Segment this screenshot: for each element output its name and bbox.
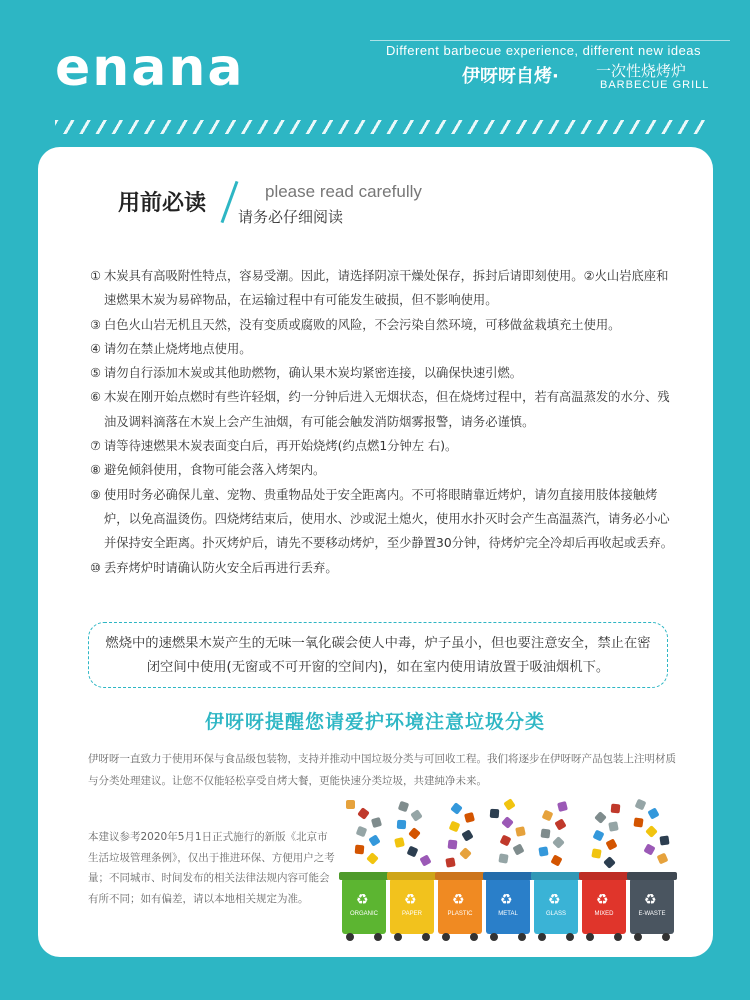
bin-wheel xyxy=(518,933,526,941)
bin-wheel xyxy=(566,933,574,941)
bin-column xyxy=(438,800,482,940)
waste-items xyxy=(586,800,622,868)
bin-lid xyxy=(483,872,533,880)
note-text: 请勿在禁止烧烤地点使用。 xyxy=(104,341,252,356)
tagline-grill: BARBECUE GRILL xyxy=(600,79,710,91)
bin-wheel xyxy=(538,933,546,941)
bin-column xyxy=(390,800,434,940)
note-number: ⑧ xyxy=(90,463,102,478)
bin-column xyxy=(630,800,674,940)
note-text: 木炭具有高吸附性特点，容易受潮。因此，请选择阴凉干燥处保存，拆封后请即刻使用。②火山岩底座和速燃果木炭为易碎物品，在运输过程中有可能发生破损，但不影响使用。 xyxy=(104,269,669,308)
waste-items xyxy=(538,800,574,868)
bin-label: MIXED xyxy=(594,911,614,917)
bin-wheel xyxy=(490,933,498,941)
bin-wheel xyxy=(614,933,622,941)
header xyxy=(0,0,750,150)
bin-column xyxy=(486,800,530,940)
note-number: ④ xyxy=(90,341,102,356)
note-number: ⑩ xyxy=(90,560,102,575)
warning-box: 燃烧中的速燃果木炭产生的无味一氧化碳会使人中毒，炉子虽小，但也要注意安全，禁止在密闭空间中使用(无窗或不可开窗的空间内)，如在室内使用请放置于吸油烟机下。 xyxy=(88,622,668,688)
note-number: ⑦ xyxy=(90,439,102,454)
note-text: 使用时务必确保儿童、宠物、贵重物品处于安全距离内。不可将眼睛靠近烤炉，请勿直接用肢体接触烤炉，以免高温烫伤。四烧烤结束后，使用水、沙或泥土熄火，使用水扑灭时会产生高温蒸汽，请务必小心并保持安全距离。扑灭烤炉后，请先不要移动烤炉，至少静置30分钟，待烤炉完全冷却后再收起或丢弃。 xyxy=(104,487,674,551)
recycling-bin xyxy=(342,878,386,934)
bin-label: PLASTIC xyxy=(447,911,473,917)
recycling-bin xyxy=(486,878,530,934)
note-item xyxy=(90,458,680,482)
bin-wheel xyxy=(662,933,670,941)
bin-wheel xyxy=(442,933,450,941)
recycling-bin xyxy=(630,878,674,934)
recycle-icon: ♻ xyxy=(548,892,561,908)
decorative-stripes xyxy=(55,120,705,134)
recycling-bins-illustration xyxy=(342,800,682,940)
tagline-english: Different barbecue experience, different new ideas xyxy=(386,43,702,58)
note-number: ① xyxy=(90,269,102,283)
note-text: 请勿自行添加木炭或其他助燃物，确认果木炭均紧密连接，以确保快速引燃。 xyxy=(104,366,523,381)
note-item xyxy=(90,434,680,458)
note-item xyxy=(90,337,680,361)
bin-wheel xyxy=(586,933,594,941)
note-number: ③ xyxy=(90,317,102,332)
note-text: 避免倾斜使用，食物可能会落入烤架内。 xyxy=(104,463,326,478)
recycle-icon: ♻ xyxy=(356,892,369,908)
bin-column xyxy=(582,800,626,940)
note-item xyxy=(90,264,680,313)
eco-title: 伊呀呀提醒您请爱护环境注意垃圾分类 xyxy=(204,711,545,733)
bin-label: E-WASTE xyxy=(638,911,666,917)
recycling-bin xyxy=(582,878,626,934)
bin-lid xyxy=(387,872,437,880)
recycle-icon: ♻ xyxy=(644,892,657,908)
bin-lid xyxy=(579,872,629,880)
tagline-brand: 伊呀呀自烤· xyxy=(462,66,559,87)
note-item xyxy=(90,556,680,580)
waste-items xyxy=(490,800,526,868)
brand-logo: enana xyxy=(55,38,245,98)
bin-lid xyxy=(339,872,389,880)
recycle-icon: ♻ xyxy=(404,892,417,908)
waste-items xyxy=(442,800,478,868)
note-item xyxy=(90,313,680,337)
waste-items xyxy=(394,800,430,868)
bin-wheel xyxy=(422,933,430,941)
bin-label: ORGANIC xyxy=(349,911,378,917)
recycle-icon: ♻ xyxy=(596,892,609,908)
recycling-bin xyxy=(534,878,578,934)
note-number: ⑨ xyxy=(90,487,102,502)
note-text: 请等待速燃果木炭表面变白后，再开始烧烤(约点燃1分钟左 右)。 xyxy=(104,439,458,454)
tagline-chinese: 一次性烧烤炉 xyxy=(596,62,687,80)
bin-wheel xyxy=(374,933,382,941)
bin-column xyxy=(342,800,386,940)
waste-items xyxy=(634,800,670,868)
note-item xyxy=(90,385,680,434)
note-text: 丢弃烤炉时请确认防火安全后再进行丢弃。 xyxy=(104,560,338,575)
note-number: ⑤ xyxy=(90,366,102,381)
note-item xyxy=(90,361,680,385)
bin-wheel xyxy=(634,933,642,941)
bin-label: METAL xyxy=(498,911,518,917)
waste-items xyxy=(346,800,382,868)
bin-wheel xyxy=(394,933,402,941)
bin-wheel xyxy=(346,933,354,941)
note-number: ⑥ xyxy=(90,390,102,405)
bin-label: GLASS xyxy=(545,911,566,917)
eco-paragraph: 伊呀呀一直致力于使用环保与食品级包装物，支持并推动中国垃圾分类与可回收工程。我们将逐步在伊呀呀产品包装上注明材质与分类处理建议。让您不仅能轻松享受自烤大餐，更能快速分类垃圾，共建純净未来。 xyxy=(88,753,676,787)
page-subtitle: 请务必仔细阅读 xyxy=(238,208,344,226)
bin-column xyxy=(534,800,578,940)
note-item xyxy=(90,483,680,556)
recycle-icon: ♻ xyxy=(500,892,513,908)
eco-note: 本建议参考2020年5月1日正式施行的新版《北京市生活垃圾管理条例》，仅出于推进环保、方便用户之考量；不同城市、时间发布的相关法律法规内容可能会有所不同；如有偏差，请以本地相关规定为准。 xyxy=(88,831,335,905)
bin-lid xyxy=(627,872,677,880)
note-text: 白色火山岩无机且天然，没有变质或腐败的风险，不会污染自然环境，可移做盆栽填充土使用。 xyxy=(104,317,621,332)
bin-lid xyxy=(531,872,581,880)
note-text: 木炭在刚开始点燃时有些许轻烟，约一分钟后进入无烟状态，但在烧烤过程中，若有高温蒸发的水分、残油及调料滴落在木炭上会产生油烟，有可能会触发消防烟雾报警，请务必谨慎。 xyxy=(104,390,670,429)
recycling-bin xyxy=(438,878,482,934)
bin-lid xyxy=(435,872,485,880)
recycle-icon: ♻ xyxy=(452,892,465,908)
bin-wheel xyxy=(470,933,478,941)
recycling-bin xyxy=(390,878,434,934)
usage-notes xyxy=(90,264,680,580)
page-title: 用前必读 xyxy=(118,191,207,216)
bin-label: PAPER xyxy=(402,911,422,917)
page-title-english: please read carefully xyxy=(265,182,422,201)
